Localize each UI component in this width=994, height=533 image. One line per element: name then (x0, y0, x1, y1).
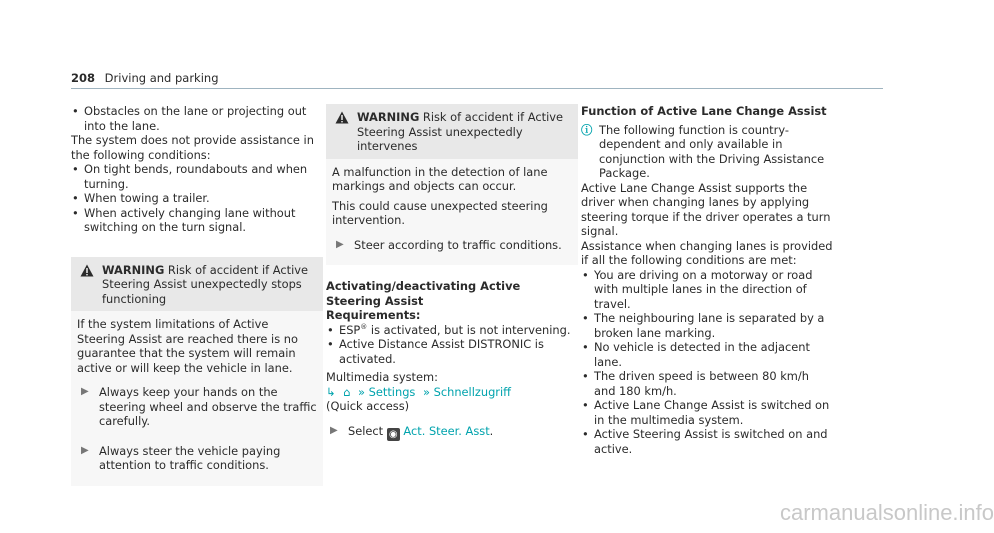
menu-item-act-steer-asst: Act. Steer. Asst (403, 423, 490, 438)
path-settings: Settings (368, 384, 416, 399)
steering-wheel-icon: ◉ (387, 428, 400, 441)
list-item: • Active Steering Assist is switched on and active. (581, 427, 833, 456)
warning-text: If the system limitations of Active Steering Assist are reached there is no guarantee that the system will remain active or will keep the vehicle in lane. (77, 317, 298, 375)
list-item: • No vehicle is detected in the adjacent lane. (581, 340, 833, 369)
warning-label: WARNING (102, 262, 165, 277)
path-quick-access: Schnellzugriff (433, 384, 512, 399)
column-right (581, 104, 833, 456)
intro-text: The system does not provide assistance in the following conditions: (71, 133, 314, 162)
chevron-right-icon: » (358, 384, 366, 399)
note-text: The following function is country-dependent and only available in conjunction with the Driving Assistance Package. (599, 122, 825, 180)
list-item: • Obstacles on the lane or projecting out into the lane. (71, 104, 323, 133)
instruction-step (77, 444, 317, 478)
warning-title: Risk of accident if Active Steering Assist unexpectedly intervenes (357, 110, 563, 153)
watermark: carmanualsonline.info (780, 500, 994, 525)
section-heading: Activating/deactivating Active Steering Assist (326, 279, 521, 308)
list-item: • When actively changing lane without switching on the turn signal. (71, 206, 323, 235)
step-text: Always keep your hands on the steering wheel and observe the traffic carefully. (99, 385, 317, 428)
page-header (71, 71, 219, 86)
warning-triangle-icon (335, 111, 349, 124)
instruction-step (77, 385, 317, 434)
instruction-step (332, 238, 572, 258)
path-arrow-icon: ↳ (326, 384, 336, 399)
multimedia-label: Multimedia system: (326, 370, 438, 384)
warning-body (326, 159, 578, 266)
column-left (71, 104, 323, 486)
warning-header (326, 104, 578, 159)
warning-triangle-icon (80, 264, 94, 277)
paragraph: Assistance when changing lanes is provided if all the following conditions are met: (581, 238, 833, 267)
step-text: Steer according to traffic conditions. (354, 237, 562, 252)
column-middle (326, 104, 578, 441)
list-item: • When towing a trailer. (71, 191, 323, 206)
warning-body (71, 311, 323, 486)
list-item: • Active Distance Assist DISTRONIC is activated. (326, 337, 578, 366)
arrow-icon: ▶ (330, 424, 338, 436)
warning-header (71, 257, 323, 312)
section-heading: Function of Active Lane Change Assist (581, 104, 827, 118)
arrow-icon: ▶ (81, 386, 89, 397)
arrow-icon: ▶ (81, 444, 89, 456)
page-number: 208 (71, 71, 96, 85)
quick-access-label: (Quick access) (326, 399, 410, 413)
warning-box (326, 104, 578, 265)
menu-path (326, 385, 578, 400)
header-divider (71, 88, 883, 89)
chevron-right-icon: » (423, 384, 430, 399)
list-item: • Active Lane Change Assist is switched on in the multimedia system. (581, 398, 833, 427)
note-box (581, 123, 833, 181)
home-icon: ⌂ (343, 384, 351, 399)
paragraph: Active Lane Change Assist supports the driver when changing lanes by applying steering torque if the driver operates a turn signal. (581, 180, 831, 238)
section-title: Driving and parking (104, 71, 219, 85)
requirements-label: Requirements: (326, 308, 421, 322)
step-text: Always steer the vehicle paying attention to traffic conditions. (99, 443, 281, 472)
list-item: • On tight bends, roundabouts and when turning. (71, 162, 323, 191)
list-item: • The driven speed is between 80 km/h and 180 km/h. (581, 369, 833, 398)
info-icon: ⓘ (581, 122, 593, 137)
warning-text: This could cause unexpected steering intervention. (332, 198, 548, 227)
list-item: • The neighbouring lane is separated by a broken lane marking. (581, 311, 833, 340)
warning-text: A malfunction in the detection of lane markings and objects can occur. (332, 164, 548, 193)
list-item: • You are driving on a motorway or road with multiple lanes in the direction of travel. (581, 268, 833, 312)
warning-title: Risk of accident if Active Steering Assist unexpectedly stops functioning (102, 262, 308, 306)
arrow-icon: ▶ (336, 238, 344, 250)
instruction-step: ▶ Select ◉ Act. Steer. Asst. (326, 424, 578, 441)
warning-label: WARNING (357, 110, 420, 124)
warning-box (71, 257, 323, 486)
list-item: • ESP® is activated, but is not intervening. (326, 323, 578, 338)
